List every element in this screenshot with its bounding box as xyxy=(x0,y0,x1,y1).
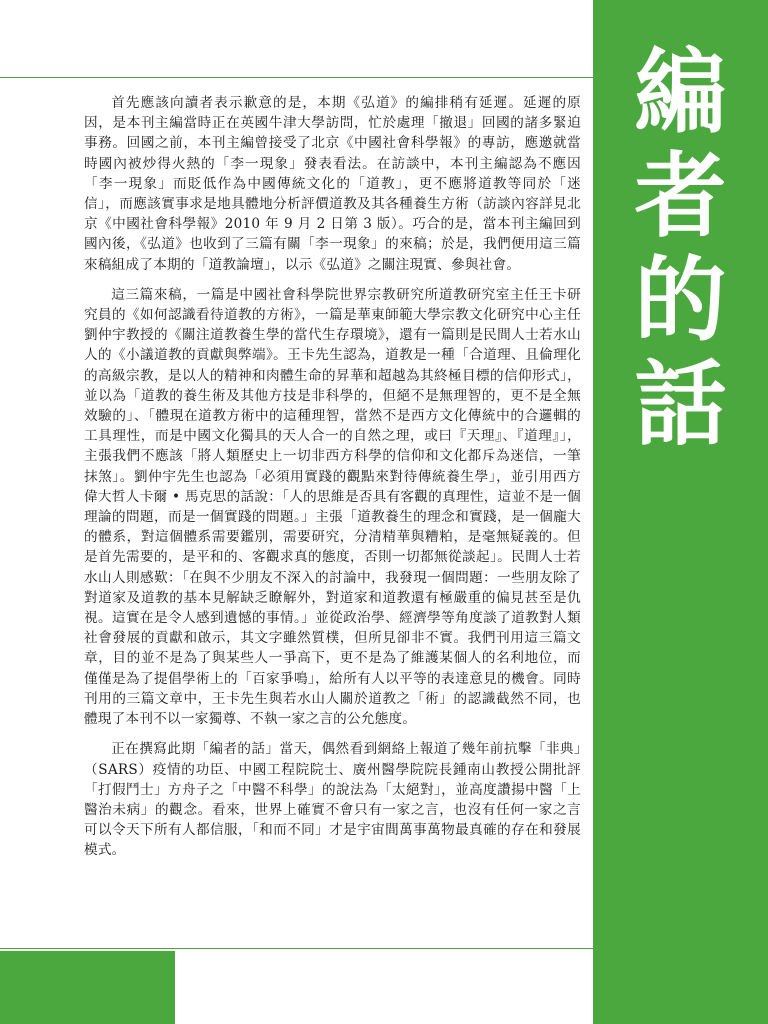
bottom-rule xyxy=(0,948,768,949)
paragraph-1: 首先應該向讀者表示歉意的是，本期《弘道》的編排稍有延遲。延遲的原因，是本刊主編當時正在英國牛津大學訪問，忙於處理「撤退」回國的諸多緊迫事務。回國之前，本刊主編曾接受了北京《中國社會科學報》的專訪，應邀就當時國內被炒得火熱的「李一現象」發表看法。在訪談中，本刊主編認為不應因「李一現象」而貶低作為中國傳統文化的「道教」，更不應將道教等同於「迷信」，而應該實事求是地具體地分析評價道教及其各種養生方術（訪談內容詳見北京《中國社會科學報》2010 年 9 月 2 日第 3 版）。巧合的是，當本刊主編回到國內後，《弘道》也收到了三篇有關「李一現象」的來稿；於是，我們便用這三篇來稿組成了本期的「道教論壇」，以示《弘道》之關注現實、參與社會。 xyxy=(84,95,581,273)
title-char: 編 xyxy=(634,38,727,146)
title-char: 話 xyxy=(634,350,727,458)
title-char: 者 xyxy=(634,142,727,250)
top-rule xyxy=(0,77,593,78)
green-corner-block xyxy=(0,951,175,1024)
page-title xyxy=(593,40,768,456)
paragraph-2: 這三篇來稿，一篇是中國社會科學院世界宗教研究所道教研究室主任王卡研究員的《如何認識看待道教的方術》，一篇是華東師範大學宗教文化研究中心主任劉仲宇教授的《關注道教養生學的當代生存環境》，還有一篇則是民間人士若水山人的《小議道教的貢獻與弊端》。王卡先生認為，道教是一種「合道理、且倫理化的高級宗教，是以人的精神和肉體生命的昇華和超越為其終極目標的信仰形式」，並以為「道教的養生術及其他方技是非科學的，但絕不是無理智的，更不是全無效驗的」、「體現在道教方術中的這種理智，當然不是西方文化傳統中的合邏輯的工具理性，而是中國文化獨具的天人合一的自然之理，或曰『天理』、『道理』」，主張我們不應該「將人類歷史上一切非西方科學的信仰和文化都斥為迷信，一筆抹煞」。劉仲宇先生也認為「必須用實踐的觀點來對待傳統養生學」，並引用西方偉大哲人卡爾 • 馬克思的話說：「人的思維是否具有客觀的真理性，這並不是一個理論的問題，而是一個實踐的問題。」主張「道教養生的理念和實踐，是一個龐大的體系，對這個體系需要鑑別，需要研究，分清精華與糟粕，是毫無疑義的。但是首先需要的，是平和的、客觀求真的態度，否則一切都無從談起」。民間人士若水山人則感歎：「在與不少朋友不深入的討論中，我發現一個問題：一些朋友除了對道家及道教的基本見解缺乏瞭解外，對道家和道教還有極嚴重的偏見甚至是仇視。這實在是令人感到遺憾的事情。」並從政治學、經濟學等角度談了道教對人類社會發展的貢獻和啟示，其文字雖然質樸，但所見卻非不實。我們刊用這三篇文章，目的並不是為了與某些人一爭高下，更不是為了維護某個人的名利地位，而僅僅是為了提倡學術上的「百家爭鳴」，給所有人以平等的表達意見的機會。同時刊用的三篇文章中，王卡先生與若水山人關於道教之「術」的認識截然不同，也體現了本刊不以一家獨尊、不執一家之言的公允態度。 xyxy=(84,286,581,728)
title-char: 的 xyxy=(634,246,727,354)
paragraph-3: 正在撰寫此期「編者的話」當天，偶然看到網絡上報道了幾年前抗擊「非典」（SARS）疫情的功臣、中國工程院院士、廣州醫學院院長鍾南山教授公開批評「打假鬥士」方舟子之「中醫不科學」的說法為「太絕對」，並高度讚揚中醫「上醫治未病」的觀念。看來，世界上確實不會只有一家之言，也沒有任何一家之言可以令天下所有人都信服，「和而不同」才是宇宙間萬事萬物最真確的存在和發展模式。 xyxy=(84,741,581,859)
article-body xyxy=(84,93,581,871)
